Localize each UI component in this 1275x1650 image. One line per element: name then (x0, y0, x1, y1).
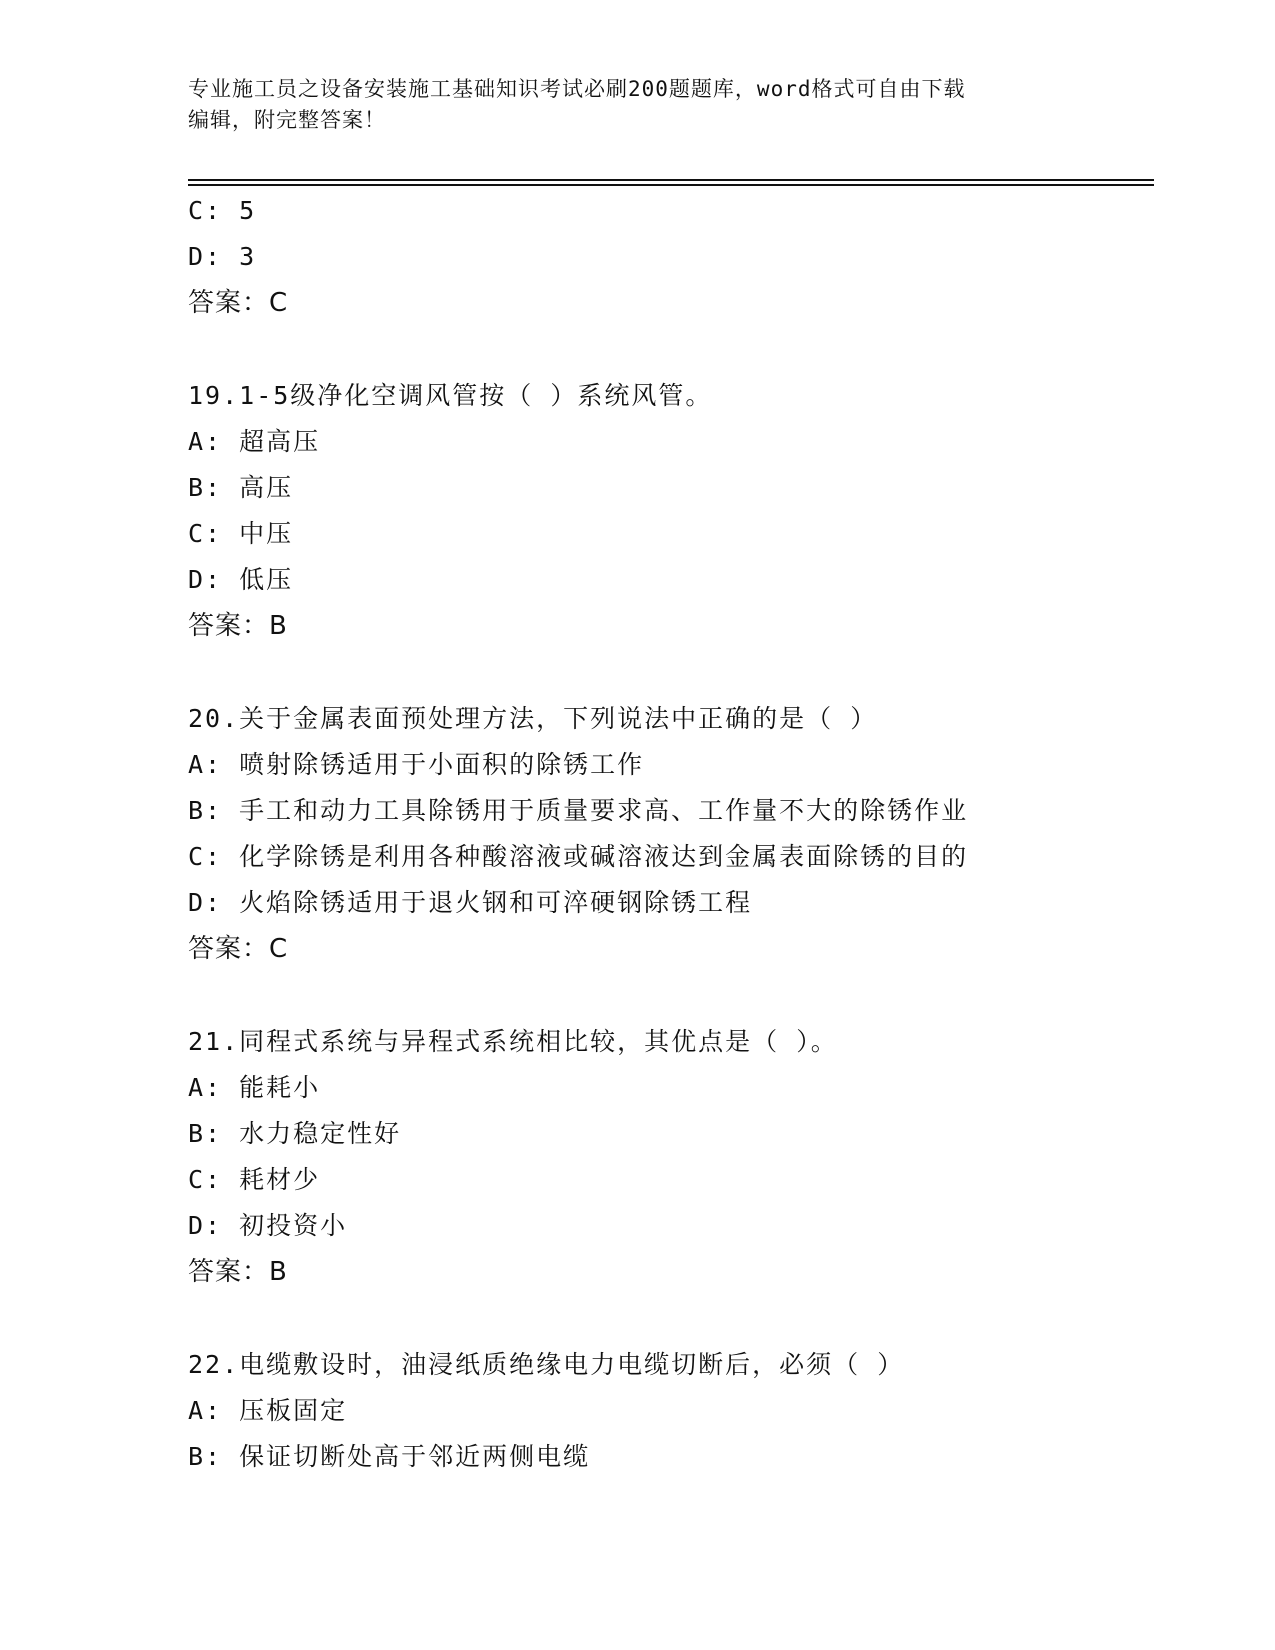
question-fragment (188, 188, 1154, 326)
option-d: D: 火焰除锈适用于退火钢和可淬硬钢除锈工程 (188, 888, 753, 917)
header-title-line-2: 编辑，附完整答案！ (188, 108, 386, 132)
option-c: C: 中压 (188, 519, 294, 548)
question-text: 21.同程式系统与异程式系统相比较，其优点是（ ）。 (188, 1027, 838, 1056)
question-21 (188, 1019, 1154, 1295)
answer: 答案：B (188, 611, 288, 641)
option-b: B: 手工和动力工具除锈用于质量要求高、工作量不大的除锈作业 (188, 796, 969, 825)
answer: 答案：C (188, 934, 289, 964)
option-b: B: 保证切断处高于邻近两侧电缆 (188, 1442, 591, 1471)
option-d: D: 初投资小 (188, 1211, 348, 1240)
spacer (188, 972, 1154, 1019)
question-list (188, 188, 1154, 1480)
option-b: B: 水力稳定性好 (188, 1119, 402, 1148)
option-c: C: 耗材少 (188, 1165, 321, 1194)
document-header (188, 74, 1088, 136)
option-c: C: 化学除锈是利用各种酸溶液或碱溶液达到金属表面除锈的目的 (188, 842, 969, 871)
question-20 (188, 696, 1154, 972)
option-a: A: 喷射除锈适用于小面积的除锈工作 (188, 750, 645, 779)
spacer (188, 649, 1154, 696)
option-a: A: 压板固定 (188, 1396, 348, 1425)
option-c: C: 5 (188, 196, 257, 225)
header-divider-top (188, 179, 1154, 181)
answer: 答案：C (188, 288, 289, 318)
header-title-line-1: 专业施工员之设备安装施工基础知识考试必刷200题题库，word格式可自由下载 (188, 77, 966, 101)
answer: 答案：B (188, 1257, 288, 1287)
spacer (188, 326, 1154, 373)
option-b: B: 高压 (188, 473, 294, 502)
option-a: A: 超高压 (188, 427, 321, 456)
option-a: A: 能耗小 (188, 1073, 321, 1102)
question-text: 19.1-5级净化空调风管按（ ）系统风管。 (188, 381, 713, 410)
spacer (188, 1295, 1154, 1342)
option-d: D: 低压 (188, 565, 294, 594)
option-d: D: 3 (188, 242, 257, 271)
header-divider-bottom (188, 184, 1154, 186)
question-text: 20.关于金属表面预处理方法，下列说法中正确的是（ ） (188, 704, 878, 733)
question-22 (188, 1342, 1154, 1480)
question-19 (188, 373, 1154, 649)
question-text: 22.电缆敷设时，油浸纸质绝缘电力电缆切断后，必须（ ） (188, 1350, 905, 1379)
